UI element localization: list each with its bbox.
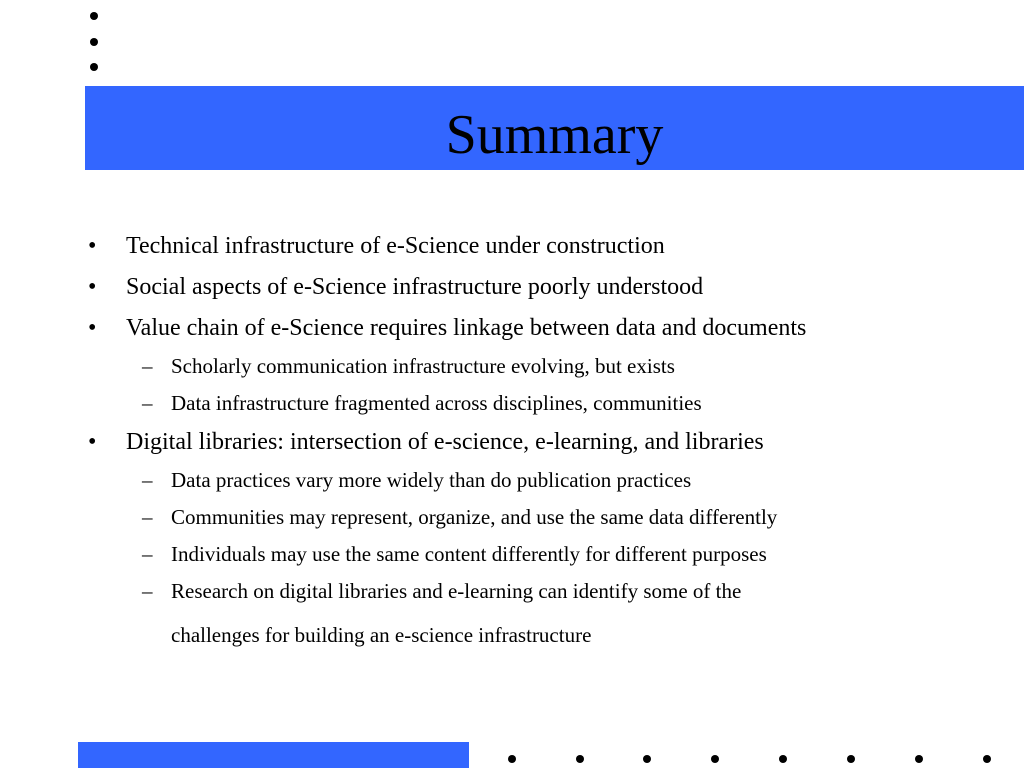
bullet-marker: • [88,429,97,455]
decorative-dot-bottom-1 [508,755,516,763]
sub-bullet-text: Individuals may use the same content differently for different purposes [171,542,767,566]
sub-bullet-text: Research on digital libraries and e-learning can identify some of the [171,579,742,603]
footer-accent-bar [78,742,469,768]
dash-marker: – [142,391,153,415]
decorative-dot-bottom-8 [983,755,991,763]
sub-bullet-text: Scholarly communication infrastructure evolving, but exists [171,354,675,378]
decorative-dot-bottom-6 [847,755,855,763]
slide-title: Summary [445,104,664,166]
sub-bullet-text: Communities may represent, organize, and use the same data differently [171,505,778,529]
sub-bullet-text: challenges for building an e-science infrastructure [171,623,592,647]
bullet-marker: • [88,233,97,259]
bullet-text: Value chain of e-Science requires linkage between data and documents [126,315,807,341]
dash-marker: – [142,354,153,378]
decorative-dot-bottom-4 [711,755,719,763]
bullet-marker: • [88,315,97,341]
dash-marker: – [142,505,153,529]
sub-bullet-text: Data infrastructure fragmented across disciplines, communities [171,391,702,415]
decorative-dot-bottom-5 [779,755,787,763]
bullet-text: Digital libraries: intersection of e-science, e-learning, and libraries [126,429,764,455]
decorative-dot-bottom-7 [915,755,923,763]
dash-marker: – [142,542,153,566]
sub-bullet-text: Data practices vary more widely than do publication practices [171,468,692,492]
bullet-marker: • [88,274,97,300]
bullet-text: Social aspects of e-Science infrastructure poorly understood [126,274,704,300]
dash-marker: – [142,579,153,603]
decorative-dot-bottom-2 [576,755,584,763]
bullet-text: Technical infrastructure of e-Science under construction [126,233,665,259]
decorative-dot-bottom-3 [643,755,651,763]
dash-marker: – [142,468,153,492]
